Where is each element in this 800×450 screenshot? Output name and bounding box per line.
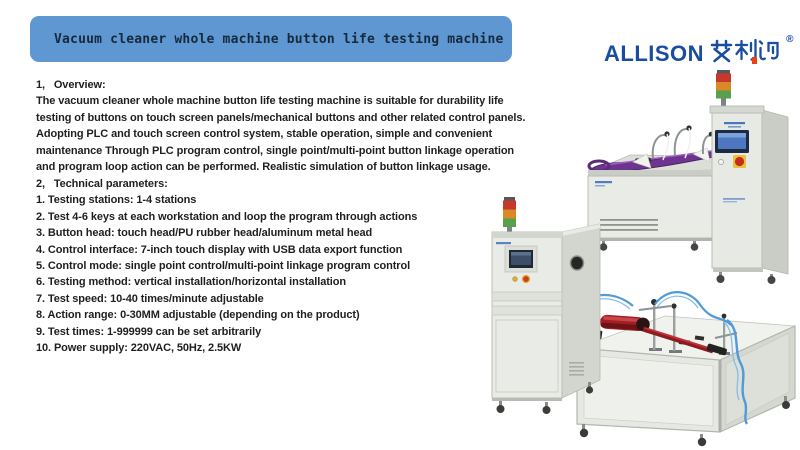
emergency-stop-button <box>733 155 746 168</box>
overview-line: testing of buttons on touch screen panels/mechanical buttons and other related control panels. <box>36 111 526 124</box>
logo-accent-mark <box>752 57 757 64</box>
start-button <box>718 159 723 164</box>
parameter-item: 5. Control mode: single point control/multi-point linkage program control <box>36 259 411 272</box>
description-text <box>36 77 525 357</box>
parameter-item: 8. Action range: 0-30MM adjustable (depending on the product) <box>36 309 360 322</box>
side-fan-vent <box>571 256 584 270</box>
touch-screen <box>715 130 749 153</box>
title-banner <box>30 16 512 62</box>
signal-lamp <box>716 70 731 99</box>
parameters-heading: 2, Technical parameters: <box>36 177 168 190</box>
parameter-item: 6. Testing method: vertical installation/horizontal installation <box>36 276 346 289</box>
parameter-item: 10. Power supply: 220VAC, 50Hz, 2.5KW <box>36 342 242 355</box>
parameter-item: 9. Test times: 1-999999 can be set arbitrarily <box>36 325 262 338</box>
parameter-item: 2. Test 4-6 keys at each workstation and loop the program through actions <box>36 210 418 223</box>
registered-trademark-symbol: ® <box>786 34 794 45</box>
overview-line: Adopting PLC and touch screen control system, stable operation, simple and convenient <box>36 128 493 141</box>
machine-label <box>724 122 745 124</box>
parameter-item: 7. Test speed: 10-40 times/minute adjustable <box>36 292 264 305</box>
parameter-item: 4. Control interface: 7-inch touch display with USB data export function <box>36 243 403 256</box>
overview-line: and program loop action can be performed. Realistic simulation of button linkage usage. <box>36 161 491 174</box>
page-title: Vacuum cleaner whole machine button life testing machine <box>54 31 504 47</box>
brand-logo <box>604 34 794 67</box>
control-tower <box>710 70 788 284</box>
parameter-item: 1. Testing stations: 1-4 stations <box>36 194 197 207</box>
logo-text-chinese-icon <box>710 38 780 64</box>
parameter-item: 3. Button head: touch head/PU rubber head/aluminum metal head <box>36 227 373 240</box>
logo-text-latin: ALLISON <box>604 41 705 67</box>
overview-line: The vacuum cleaner whole machine button life testing machine is suitable for durability life <box>36 95 504 108</box>
machine-label <box>595 181 612 183</box>
overview-heading: 1, Overview: <box>36 79 106 91</box>
overview-line: maintenance Through PLC program control, single point/multi-point button linkage operation <box>36 144 515 157</box>
